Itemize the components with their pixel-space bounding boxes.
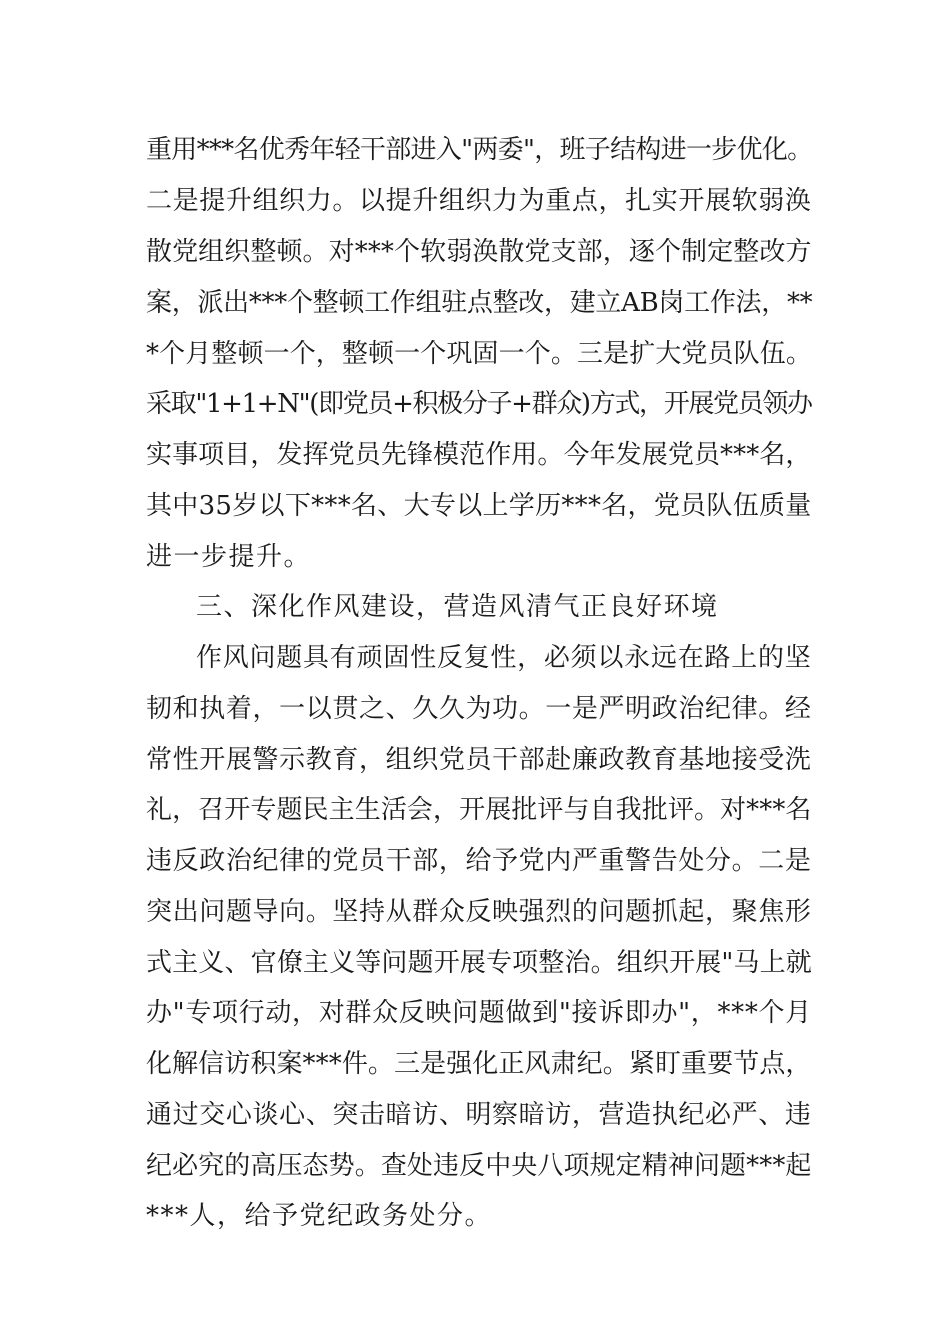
paragraph-line: 案，派出***个整顿工作组驻点整改，建立AB岗工作法，** [146,288,813,318]
paragraph-line: 采取"1+1+N"(即党员+积极分子+群众)方式，开展党员领办 [146,389,812,419]
paragraph-line: 常性开展警示教育，组织党员干部赴廉政教育基地接受洗 [146,745,812,775]
paragraph-line: 礼，召开专题民主生活会，开展批评与自我批评。对***名 [146,795,812,825]
paragraph-line: 作风问题具有顽固性反复性，必须以永远在路上的坚 [196,643,812,673]
paragraph-line: ***人，给予党纪政务处分。 [146,1201,493,1231]
paragraph-line: 通过交心谈心、突击暗访、明察暗访，营造执纪必严、违 [146,1100,812,1130]
paragraph-line: 办"专项行动，对群众反映问题做到"接诉即办"，***个月 [146,998,812,1028]
paragraph-line: 重用***名优秀年轻干部进入"两委"，班子结构进一步优化。 [146,135,813,165]
paragraph-line: 式主义、官僚主义等问题开展专项整治。组织开展"马上就 [146,948,812,978]
paragraph-line: 突出问题导向。坚持从群众反映强烈的问题抓起，聚焦形 [146,897,812,927]
paragraph-line: 实事项目，发挥党员先锋模范作用。今年发展党员***名， [146,440,812,470]
paragraph-line: 纪必究的高压态势。查处违反中央八项规定精神问题***起 [146,1151,812,1181]
section-heading: 三、深化作风建设，营造风清气正良好环境 [196,592,719,622]
paragraph-line: 进一步提升。 [146,542,312,572]
paragraph-line: 其中35岁以下***名、大专以上学历***名，党员队伍质量 [146,491,812,521]
paragraph-line: 韧和执着，一以贯之、久久为功。一是严明政治纪律。经 [146,694,812,724]
paragraph-line: *个月整顿一个，整顿一个巩固一个。三是扩大党员队伍。 [146,339,813,369]
paragraph-line: 违反政治纪律的党员干部，给予党内严重警告处分。二是 [146,846,812,876]
paragraph-line: 散党组织整顿。对***个软弱涣散党支部，逐个制定整改方 [146,237,812,267]
paragraph-line: 二是提升组织力。以提升组织力为重点，扎实开展软弱涣 [146,186,812,216]
paragraph-line: 化解信访积案***件。三是强化正风肃纪。紧盯重要节点， [146,1049,812,1079]
